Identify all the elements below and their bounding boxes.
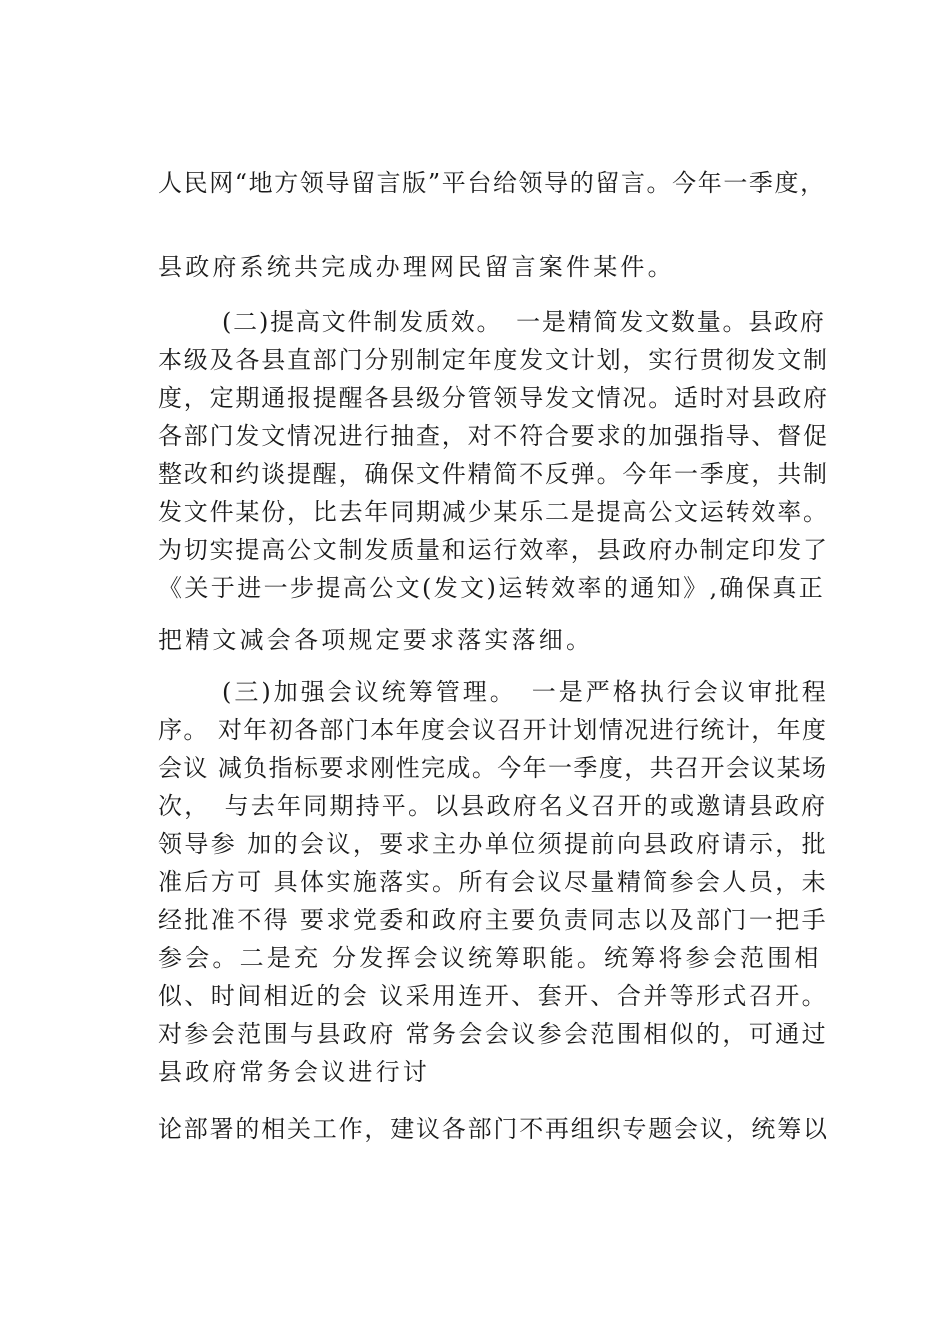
text-line: 《关于进一步提高公文(发文)运转效率的通知》,确保真正 xyxy=(158,574,826,602)
section-heading-line: (三)加强会议统筹管理。 一是严格执行会议审批程 xyxy=(222,678,829,706)
text-line: 会议 减负指标要求刚性完成。今年一季度，共召开会议某场 xyxy=(158,754,828,782)
text-line: 参会。二是充 分发挥会议统筹职能。统筹将参会范围相 xyxy=(158,944,822,972)
section-heading-line: (二)提高文件制发质效。 一是精简发文数量。县政府 xyxy=(222,308,826,336)
text-line: 准后方可 具体实施落实。所有会议尽量精简参会人员，未 xyxy=(158,868,829,896)
text-line: 序。 对年初各部门本年度会议召开计划情况进行统计，年度 xyxy=(158,716,828,744)
text-line: 发文件某份，比去年同期减少某乐二是提高公文运转效率。 xyxy=(158,498,829,526)
text-line: 县政府系统共完成办理网民留言案件某件。 xyxy=(158,253,675,281)
text-line: 县政府常务会议进行讨 xyxy=(158,1058,430,1086)
text-line: 为切实提高公文制发质量和运行效率，县政府办制定印发了 xyxy=(158,536,829,564)
text-line: 论部署的相关工作，建议各部门不再组织专题会议，统筹以 xyxy=(158,1115,829,1143)
text-line: 整改和约谈提醒，确保文件精简不反弹。今年一季度，共制 xyxy=(158,460,829,488)
text-line: 领导参 加的会议，要求主办单位须提前向县政府请示，批 xyxy=(158,830,829,858)
text-line: 次， 与去年同期持平。以县政府名义召开的或邀请县政府 xyxy=(158,792,828,820)
text-line: 人民网“地方领导留言版”平台给领导的留言。今年一季度， xyxy=(158,169,826,197)
text-line: 各部门发文情况进行抽查，对不符合要求的加强指导、督促 xyxy=(158,422,829,450)
text-line: 经批准不得 要求党委和政府主要负责同志以及部门一把手 xyxy=(158,906,829,934)
text-line: 度，定期通报提醒各县级分管领导发文情况。适时对县政府 xyxy=(158,384,829,412)
text-line: 本级及各县直部门分别制定年度发文计划，实行贯彻发文制 xyxy=(158,346,829,374)
text-line: 对参会范围与县政府 常务会会议参会范围相似的，可通过 xyxy=(158,1020,829,1048)
text-line: 似、时间相近的会 议采用连开、套开、合并等形式召开。 xyxy=(158,982,829,1010)
text-line: 把精文减会各项规定要求落实落细。 xyxy=(158,626,594,654)
